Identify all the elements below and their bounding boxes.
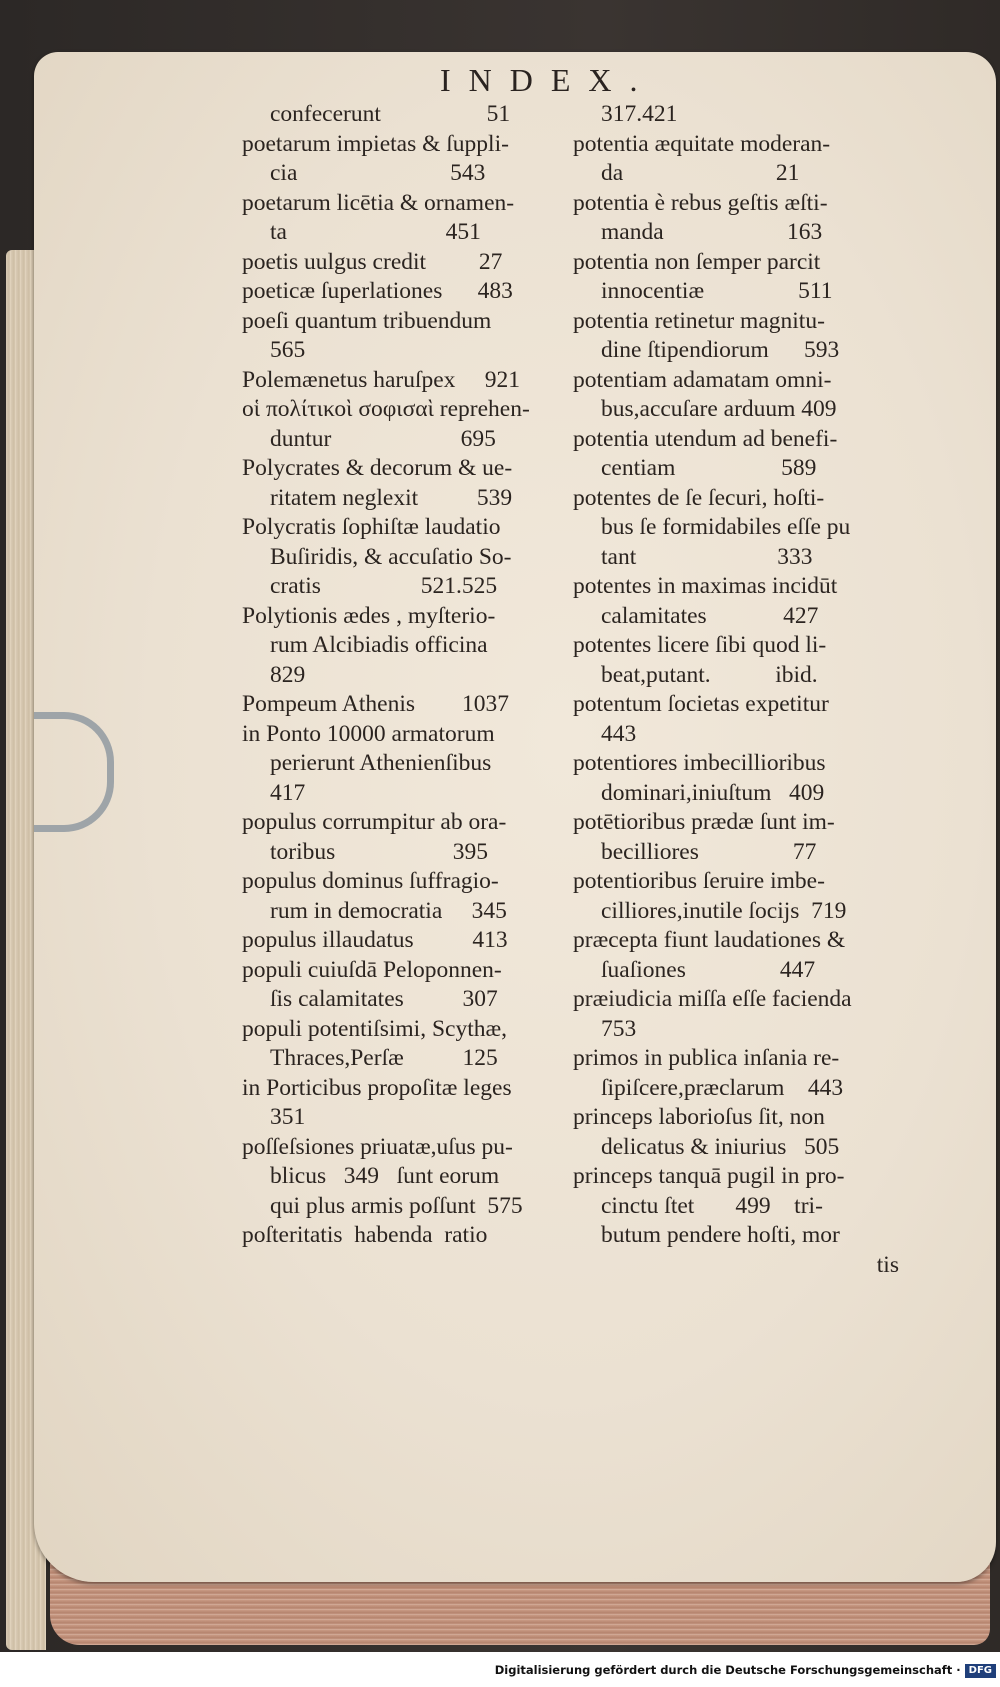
index-line: οἱ πολίτικοὶ σοφισαὶ reprehen- [242,396,530,422]
index-line: potentia non ſemper parcit [573,248,821,275]
index-line: duntur 695 [270,425,496,452]
index-line: calamitates 427 [601,602,819,629]
index-line: tis [876,1251,899,1278]
index-line: præcepta fiunt laudationes & [573,927,846,953]
index-line: 443 [601,720,637,747]
index-line: potētioribus prædæ ſunt im- [573,809,835,835]
index-line: princeps tanquā pugil in pro- [573,1163,845,1189]
index-line: ſipiſcere,præclarum 443 [601,1074,844,1101]
index-line: populus dominus ſuffragio- [242,868,499,894]
index-line: ritatem neglexit 539 [270,484,513,511]
index-line: rum in democratia 345 [270,897,507,924]
index-line: cilliores,inutile ſocijs 719 [601,897,847,924]
credit-text: Digitalisierung gefördert durch die Deutsche Forschungsgemeinschaft · [494,1663,961,1677]
index-line: Polycratis ſophiſtæ laudatio [242,514,501,540]
index-line: populi cuiuſdā Peloponnen- [242,956,502,983]
index-line: 351 [270,1104,306,1130]
index-line: delicatus & iniurius 505 [601,1133,840,1160]
index-line: ſis calamitates 307 [270,986,498,1012]
index-line: potentiam adamatam omni- [573,366,832,393]
index-line: potentioribus ſeruire imbe- [573,868,825,894]
digitization-credit [0,1658,996,1682]
index-line: potentes in maximas incidūt [573,573,838,599]
index-line: confecerunt 51 [270,101,511,127]
index-line: blicus 349 ſunt eorum [270,1163,500,1189]
index-column-left [242,100,582,1251]
index-line: tant 333 [601,543,813,570]
page-header: INDEX. [440,62,656,98]
index-column-right [573,100,899,1280]
index-line: potentes de ſe ſecuri, hoſti- [573,484,825,511]
index-line: poeticæ ſuperlationes 483 [242,278,513,304]
index-line: potentum ſocietas expetitur [573,691,829,717]
index-line: poſteritatis habenda ratio [242,1222,488,1248]
index-line: qui plus armis poſſunt 575 [270,1192,523,1219]
index-line: Thraces,Perſæ 125 [270,1045,498,1071]
index-line: 753 [601,1015,637,1042]
index-line: primos in publica inſania re- [573,1045,840,1071]
index-line: ta 451 [270,219,481,245]
index-line: potentia retinetur magnitu- [573,307,825,334]
page-clip [34,712,114,832]
index-line: ſuaſiones 447 [601,956,816,983]
index-line: populi potentiſsimi, Scythæ, [242,1015,508,1042]
index-line: poetis uulgus credit 27 [242,248,503,275]
index-line: 317.421 [601,101,678,127]
index-line: potentiores imbecillioribus [573,750,826,776]
index-line: populus corrumpitur ab ora- [242,809,507,835]
index-line: cia 543 [270,160,486,186]
index-line: poeſi quantum tribuendum [242,307,492,334]
index-line: dominari,iniuſtum 409 [601,779,825,806]
index-line: centiam 589 [601,455,817,481]
index-line: in Porticibus propoſitæ leges [242,1074,512,1101]
index-line: 565 [270,337,306,363]
index-line: princeps laborioſus ſit, non [573,1104,825,1130]
index-line: rum Alcibiadis officina [270,632,488,658]
index-line: poſſeſsiones priuatæ,uſus pu- [242,1133,513,1160]
index-line: innocentiæ 511 [601,278,833,304]
index-line: butum pendere hoſti, mor [601,1222,840,1248]
index-line: Pompeum Athenis 1037 [242,691,509,717]
index-line: toribus 395 [270,838,489,865]
index-line: in Ponto 10000 armatorum [242,720,495,747]
index-line: dine ſtipendiorum 593 [601,337,840,363]
index-line: cratis 521.525 [270,573,498,599]
index-line: 829 [270,661,306,688]
index-line: 417 [270,779,306,806]
index-line: perierunt Athenienſibus [270,750,492,776]
index-line: populus illaudatus 413 [242,927,508,953]
index-line: Polemænetus haruſpex 921 [242,366,521,393]
index-line: poetarum impietas & ſuppli- [242,130,509,157]
index-line: becilliores 77 [601,838,817,865]
index-line: manda 163 [601,219,823,245]
index-line: beat,putant. ibid. [601,661,818,688]
index-line: potentes licere ſibi quod li- [573,632,827,658]
index-line: Polytionis ædes , myſterio- [242,602,496,629]
index-line: cinctu ſtet 499 tri- [601,1192,823,1219]
index-line: potentia æquitate moderan- [573,130,831,157]
index-line: Polycrates & decorum & ue- [242,455,513,481]
index-line: bus,accuſare arduum 409 [601,396,837,422]
dfg-logo-icon: DFG [965,1664,996,1678]
index-line: da 21 [601,160,800,186]
index-line: Buſiridis, & accuſatio So- [270,543,512,570]
index-line: præiudicia miſſa eſſe facienda [573,986,852,1012]
index-line: potentia è rebus geſtis æſti- [573,189,828,216]
index-line: poetarum licētia & ornamen- [242,189,515,216]
index-line: potentia utendum ad benefi- [573,425,838,452]
index-line: bus ſe formidabiles eſſe pu [601,514,851,540]
